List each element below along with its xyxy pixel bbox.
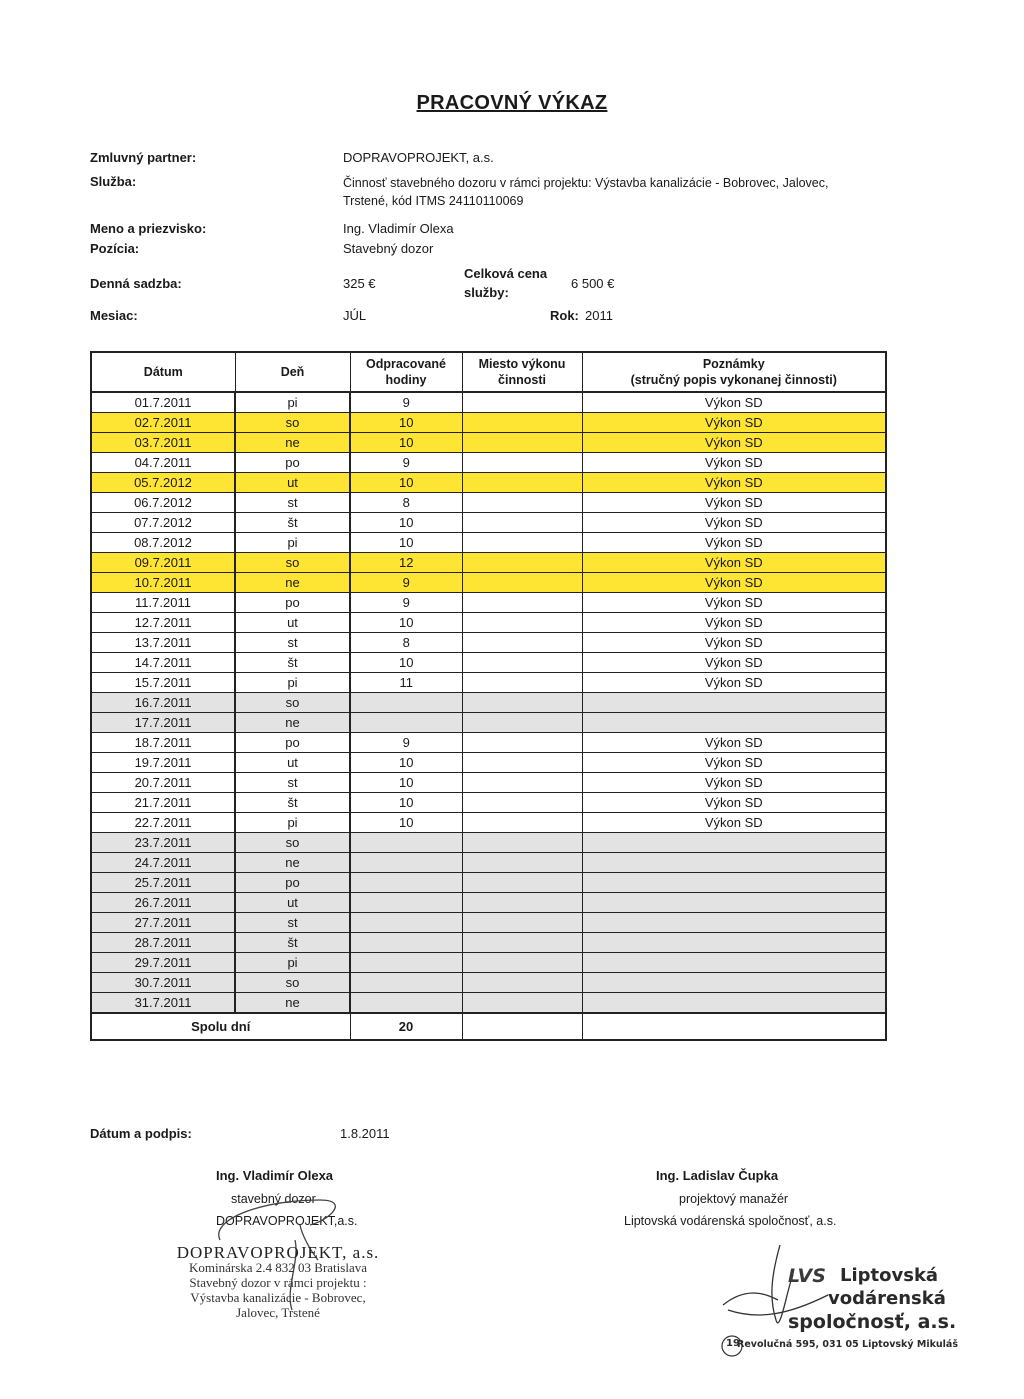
- cell-date: 27.7.2011: [91, 913, 235, 933]
- cell-date: 28.7.2011: [91, 933, 235, 953]
- cell-day: so: [235, 833, 350, 853]
- table-row: [91, 953, 886, 973]
- cell-day: po: [235, 733, 350, 753]
- cell-note: Výkon SD: [582, 653, 886, 673]
- cell-note: Výkon SD: [582, 392, 886, 413]
- cell-place: [462, 793, 582, 813]
- right-signatory-role: projektový manažér: [679, 1192, 789, 1206]
- cell-date: 31.7.2011: [91, 993, 235, 1014]
- table-row: [91, 853, 886, 873]
- cell-hours: 9: [350, 453, 462, 473]
- table-row: [91, 413, 886, 433]
- cell-day: so: [235, 973, 350, 993]
- cell-note: Výkon SD: [582, 753, 886, 773]
- logo-line2: vodárenská: [828, 1288, 946, 1309]
- cell-hours: 9: [350, 573, 462, 593]
- logo-line3: spoločnosť, a.s.: [788, 1311, 957, 1333]
- table-row: [91, 453, 886, 473]
- cell-note: Výkon SD: [582, 493, 886, 513]
- cell-day: pi: [235, 953, 350, 973]
- position-label: Pozícia:: [90, 241, 140, 256]
- stamp-address: Kominárska 2.4 832 03 Bratislava: [189, 1260, 367, 1275]
- cell-hours: [350, 713, 462, 733]
- table-row: [91, 773, 886, 793]
- cell-note: [582, 973, 886, 993]
- cell-day: pi: [235, 813, 350, 833]
- rate-value: 325 €: [343, 276, 376, 291]
- cell-date: 24.7.2011: [91, 853, 235, 873]
- cell-day: po: [235, 873, 350, 893]
- cell-hours: 12: [350, 553, 462, 573]
- logo-address: Revolučná 595, 031 05 Liptovský Mikuláš: [737, 1339, 958, 1350]
- cell-place: [462, 693, 582, 713]
- cell-day: pi: [235, 673, 350, 693]
- header-date: Dátum: [91, 352, 235, 392]
- table-row: [91, 973, 886, 993]
- cell-date: 16.7.2011: [91, 693, 235, 713]
- cell-day: pi: [235, 392, 350, 413]
- cell-date: 06.7.2012: [91, 493, 235, 513]
- cell-date: 19.7.2011: [91, 753, 235, 773]
- cell-day: po: [235, 593, 350, 613]
- cell-day: po: [235, 453, 350, 473]
- cell-date: 09.7.2011: [91, 553, 235, 573]
- cell-date: 11.7.2011: [91, 593, 235, 613]
- cell-date: 03.7.2011: [91, 433, 235, 453]
- cell-note: [582, 933, 886, 953]
- partner-value: DOPRAVOPROJEKT, a.s.: [343, 150, 494, 165]
- table-row: [91, 553, 886, 573]
- cell-day: st: [235, 913, 350, 933]
- cell-date: 18.7.2011: [91, 733, 235, 753]
- work-report-table: [90, 351, 887, 1041]
- table-row: [91, 513, 886, 533]
- cell-note: [582, 873, 886, 893]
- cell-hours: [350, 893, 462, 913]
- cell-hours: 8: [350, 493, 462, 513]
- cell-note: Výkon SD: [582, 513, 886, 533]
- cell-day: so: [235, 553, 350, 573]
- cell-hours: 10: [350, 753, 462, 773]
- cell-place: [462, 473, 582, 493]
- cell-date: 26.7.2011: [91, 893, 235, 913]
- cell-day: ne: [235, 713, 350, 733]
- table-row: [91, 713, 886, 733]
- cell-hours: 10: [350, 473, 462, 493]
- cell-day: št: [235, 653, 350, 673]
- cell-place: [462, 853, 582, 873]
- cell-place: [462, 773, 582, 793]
- cell-date: 17.7.2011: [91, 713, 235, 733]
- cell-date: 30.7.2011: [91, 973, 235, 993]
- year-label: Rok:: [550, 308, 579, 323]
- cell-note: Výkon SD: [582, 673, 886, 693]
- cell-note: Výkon SD: [582, 453, 886, 473]
- cell-note: [582, 833, 886, 853]
- cell-hours: [350, 853, 462, 873]
- cell-place: [462, 433, 582, 453]
- cell-date: 20.7.2011: [91, 773, 235, 793]
- page-title: PRACOVNÝ VÝKAZ: [416, 92, 608, 114]
- cell-place: [462, 933, 582, 953]
- table-header-row: [91, 352, 886, 392]
- total-price-label-line1: Celková cena: [464, 266, 548, 281]
- stamp-line3: Stavebný dozor v rámci projektu :: [189, 1275, 367, 1290]
- cell-place: [462, 413, 582, 433]
- cell-hours: [350, 873, 462, 893]
- cell-place: [462, 753, 582, 773]
- cell-hours: 10: [350, 653, 462, 673]
- left-signatory-name: Ing. Vladimír Olexa: [216, 1168, 334, 1183]
- cell-date: 02.7.2011: [91, 413, 235, 433]
- table-row: [91, 433, 886, 453]
- total-row: [91, 1013, 886, 1040]
- cell-note: [582, 913, 886, 933]
- cell-hours: 10: [350, 773, 462, 793]
- cell-place: [462, 573, 582, 593]
- rate-label: Denná sadzba:: [90, 276, 182, 291]
- stamp-line4: Výstavba kanalizácie - Bobrovec,: [190, 1290, 366, 1305]
- month-value: JÚL: [343, 308, 367, 323]
- cell-date: 08.7.2012: [91, 533, 235, 553]
- cell-note: Výkon SD: [582, 533, 886, 553]
- cell-place: [462, 733, 582, 753]
- total-price-label-line2: služby:: [464, 285, 509, 300]
- cell-hours: [350, 973, 462, 993]
- cell-day: ut: [235, 473, 350, 493]
- total-place: [462, 1013, 582, 1040]
- cell-note: Výkon SD: [582, 813, 886, 833]
- total-notes: [582, 1013, 886, 1040]
- cell-note: Výkon SD: [582, 553, 886, 573]
- cell-place: [462, 593, 582, 613]
- right-signatory-company: Liptovská vodárenská spoločnosť, a.s.: [624, 1214, 837, 1228]
- month-label: Mesiac:: [90, 308, 138, 323]
- stamp-line5: Jalovec, Trstené: [236, 1305, 320, 1320]
- service-value-line2: Trstené, kód ITMS 24110110069: [343, 194, 524, 208]
- table-row: [91, 653, 886, 673]
- right-signatory-name: Ing. Ladislav Čupka: [656, 1168, 779, 1183]
- cell-day: št: [235, 793, 350, 813]
- year-value: 2011: [585, 308, 613, 323]
- cell-date: 22.7.2011: [91, 813, 235, 833]
- table-row: [91, 613, 886, 633]
- table-row: [91, 793, 886, 813]
- cell-place: [462, 453, 582, 473]
- cell-note: [582, 893, 886, 913]
- partner-label: Zmluvný partner:: [90, 150, 197, 165]
- table-row: [91, 533, 886, 553]
- header-notes: Poznámky (stručný popis vykonanej činnosti): [582, 352, 886, 392]
- table-row: [91, 873, 886, 893]
- cell-hours: 10: [350, 513, 462, 533]
- cell-day: ne: [235, 433, 350, 453]
- table-row: [91, 833, 886, 853]
- table-row: [91, 753, 886, 773]
- cell-place: [462, 633, 582, 653]
- cell-hours: [350, 693, 462, 713]
- cell-place: [462, 833, 582, 853]
- cell-date: 05.7.2012: [91, 473, 235, 493]
- cell-hours: 10: [350, 413, 462, 433]
- total-price-value: 6 500 €: [571, 276, 615, 291]
- table-row: [91, 913, 886, 933]
- date-sign-label: Dátum a podpis:: [90, 1126, 192, 1141]
- table-row: [91, 813, 886, 833]
- table-row: [91, 392, 886, 413]
- cell-note: [582, 993, 886, 1014]
- cell-date: 29.7.2011: [91, 953, 235, 973]
- table-row: [91, 893, 886, 913]
- cell-date: 10.7.2011: [91, 573, 235, 593]
- cell-place: [462, 392, 582, 413]
- cell-day: so: [235, 413, 350, 433]
- date-sign-value: 1.8.2011: [340, 1126, 390, 1141]
- cell-hours: 9: [350, 392, 462, 413]
- cell-note: Výkon SD: [582, 433, 886, 453]
- cell-hours: [350, 933, 462, 953]
- cell-note: Výkon SD: [582, 773, 886, 793]
- logo-line1: Liptovská: [840, 1265, 939, 1286]
- cell-hours: 10: [350, 433, 462, 453]
- cell-place: [462, 493, 582, 513]
- stamp-title: DOPRAVOPROJEKT, a.s.: [176, 1243, 380, 1262]
- table-row: [91, 633, 886, 653]
- logo-badge: 19: [726, 1338, 740, 1349]
- table-row: [91, 993, 886, 1014]
- cell-note: [582, 853, 886, 873]
- cell-hours: [350, 913, 462, 933]
- service-label: Služba:: [90, 174, 137, 189]
- cell-note: [582, 713, 886, 733]
- cell-place: [462, 533, 582, 553]
- cell-place: [462, 873, 582, 893]
- cell-day: so: [235, 693, 350, 713]
- cell-day: ne: [235, 573, 350, 593]
- service-value-line1: Činnosť stavebného dozoru v rámci projektu: Výstavba kanalizácie - Bobrovec, Jalovec,: [343, 176, 829, 190]
- position-value: Stavebný dozor: [343, 241, 434, 256]
- header-hours: Odpracované hodiny: [350, 352, 462, 392]
- cell-note: Výkon SD: [582, 593, 886, 613]
- cell-hours: 10: [350, 533, 462, 553]
- name-label: Meno a priezvisko:: [90, 221, 207, 236]
- cell-note: Výkon SD: [582, 633, 886, 653]
- cell-hours: 9: [350, 593, 462, 613]
- signature-right-icon: [718, 1225, 838, 1385]
- cell-note: Výkon SD: [582, 473, 886, 493]
- cell-place: [462, 953, 582, 973]
- cell-note: Výkon SD: [582, 733, 886, 753]
- cell-date: 14.7.2011: [91, 653, 235, 673]
- cell-hours: 9: [350, 733, 462, 753]
- total-label: Spolu dní: [91, 1013, 350, 1040]
- cell-hours: [350, 953, 462, 973]
- cell-date: 21.7.2011: [91, 793, 235, 813]
- cell-day: st: [235, 493, 350, 513]
- cell-place: [462, 713, 582, 733]
- cell-note: Výkon SD: [582, 413, 886, 433]
- header-day: Deň: [235, 352, 350, 392]
- cell-place: [462, 673, 582, 693]
- table-row: [91, 493, 886, 513]
- cell-day: ut: [235, 893, 350, 913]
- cell-date: 07.7.2012: [91, 513, 235, 533]
- cell-day: ut: [235, 613, 350, 633]
- cell-day: st: [235, 773, 350, 793]
- cell-day: ne: [235, 853, 350, 873]
- header-place: Miesto výkonu činnosti: [462, 352, 582, 392]
- table-row: [91, 673, 886, 693]
- cell-note: Výkon SD: [582, 613, 886, 633]
- cell-place: [462, 613, 582, 633]
- cell-date: 04.7.2011: [91, 453, 235, 473]
- cell-place: [462, 913, 582, 933]
- cell-day: št: [235, 513, 350, 533]
- cell-date: 01.7.2011: [91, 392, 235, 413]
- cell-day: ut: [235, 753, 350, 773]
- cell-note: [582, 693, 886, 713]
- cell-day: št: [235, 933, 350, 953]
- cell-hours: [350, 833, 462, 853]
- table-row: [91, 933, 886, 953]
- left-signatory-role: stavebný dozor: [231, 1192, 316, 1206]
- left-signatory-company: DOPRAVOPROJEKT,a.s.: [216, 1214, 358, 1228]
- cell-hours: 10: [350, 613, 462, 633]
- cell-place: [462, 513, 582, 533]
- lvs-monogram-icon: LVS: [788, 1265, 826, 1287]
- cell-date: 12.7.2011: [91, 613, 235, 633]
- cell-note: Výkon SD: [582, 793, 886, 813]
- lvs-logo: [718, 1225, 958, 1385]
- cell-hours: 10: [350, 813, 462, 833]
- cell-note: Výkon SD: [582, 573, 886, 593]
- cell-day: ne: [235, 993, 350, 1014]
- cell-day: pi: [235, 533, 350, 553]
- cell-date: 13.7.2011: [91, 633, 235, 653]
- cell-day: st: [235, 633, 350, 653]
- table-row: [91, 733, 886, 753]
- total-value: 20: [350, 1013, 462, 1040]
- table-row: [91, 573, 886, 593]
- company-stamp: [158, 1245, 398, 1320]
- cell-date: 25.7.2011: [91, 873, 235, 893]
- table-row: [91, 473, 886, 493]
- table-row: [91, 593, 886, 613]
- table-row: [91, 693, 886, 713]
- cell-place: [462, 813, 582, 833]
- cell-date: 15.7.2011: [91, 673, 235, 693]
- cell-date: 23.7.2011: [91, 833, 235, 853]
- cell-hours: 10: [350, 793, 462, 813]
- name-value: Ing. Vladimír Olexa: [343, 221, 454, 236]
- cell-place: [462, 653, 582, 673]
- cell-hours: [350, 993, 462, 1014]
- cell-place: [462, 893, 582, 913]
- cell-note: [582, 953, 886, 973]
- cell-place: [462, 553, 582, 573]
- cell-place: [462, 993, 582, 1014]
- cell-hours: 8: [350, 633, 462, 653]
- cell-place: [462, 973, 582, 993]
- cell-hours: 11: [350, 673, 462, 693]
